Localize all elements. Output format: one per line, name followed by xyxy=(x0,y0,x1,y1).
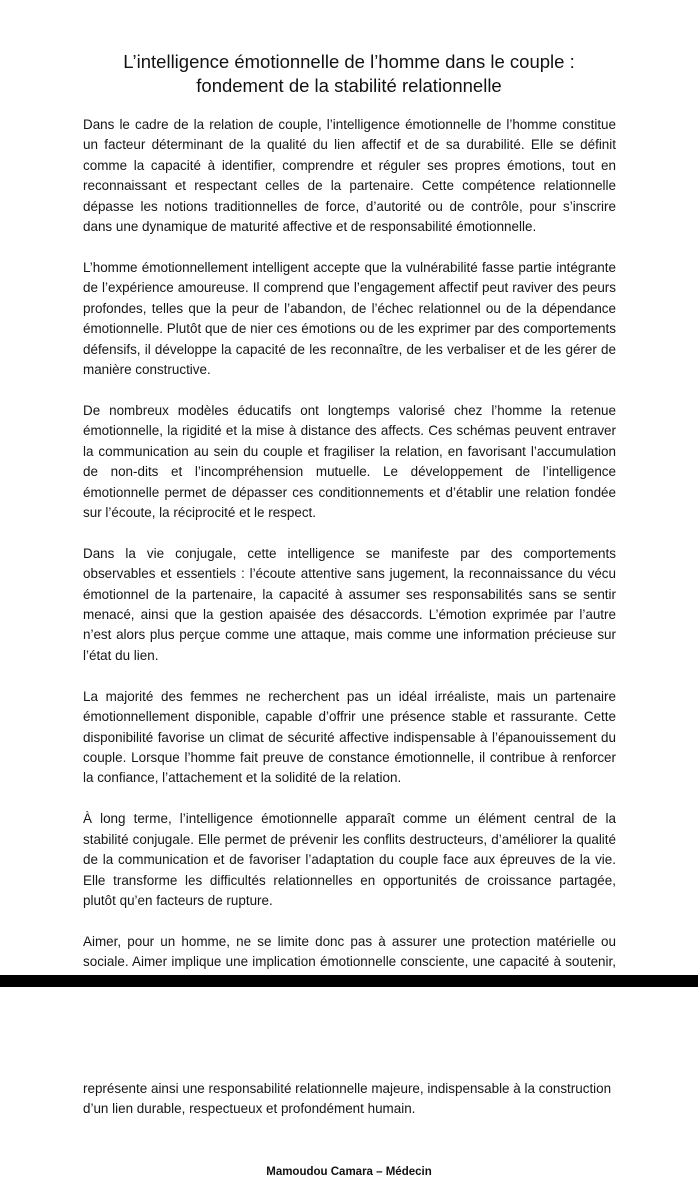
title-line-2: fondement de la stabilité relationnelle xyxy=(196,75,502,96)
title-line-1: L’intelligence émotionnelle de l’homme dans le couple : xyxy=(123,51,575,72)
page-divider xyxy=(0,975,698,987)
paragraph-4: Dans la vie conjugale, cette intelligence se manifeste par des comportements observables et essentiels : l’écoute attentive sans jugement, la reconnaissance du vécu émotionnel de la partenaire, la capacité à assumer ses responsabilités sans se sentir menacé, ainsi que la gestion apaisée des désaccords. L’émotion exprimée par l’autre n’est alors plus perçue comme une attaque, mais comme une information précieuse sur l’état du lien. xyxy=(83,545,616,663)
document-body xyxy=(83,115,616,1014)
paragraph-5: La majorité des femmes ne recherchent pas un idéal irréaliste, mais un partenaire émotionnellement disponible, capable d’offrir une présence stable et rassurante. Cette disponibilité favorise un climat de sécurité affective indispensable à l’épanouissement du couple. Lorsque l’homme fait preuve de constance émotionnelle, il contribue à renforcer la confiance, l’attachement et la solidité de la relation. xyxy=(83,688,616,786)
continuation-paragraph: représente ainsi une responsabilité relationnelle majeure, indispensable à la construction d’un lien durable, respectueux et profondément humain. xyxy=(83,1081,612,1117)
document-title xyxy=(60,50,638,98)
paragraph-1: Dans le cadre de la relation de couple, l’intelligence émotionnelle de l’homme constitue un facteur déterminant de la qualité du lien affectif et de sa durabilité. Elle se définit comme la capacité à identifier, comprendre et réguler ses propres émotions, tout en reconnaissant et respectant celles de la partenaire. Cette compétence relationnelle dépasse les notions traditionnelles de force, d’autorité ou de contrôle, pour s’inscrire dans une dynamique de maturité affective et de responsabilité émotionnelle. xyxy=(83,117,616,235)
paragraph-2: L’homme émotionnellement intelligent accepte que la vulnérabilité fasse partie intégrante de l’expérience amoureuse. Il comprend que l’engagement affectif peut raviver des peurs profondes, telles que la peur de l’abandon, de l’échec relationnel ou de la dépendance émotionnelle. Plutôt que de nier ces émotions ou de les exprimer par des comportements défensifs, il développe la capacité de les reconnaître, de les verbaliser et de les gérer de manière constructive. xyxy=(83,259,616,377)
author-signature: Mamoudou Camara – Médecin xyxy=(266,1166,432,1178)
paragraph-3: De nombreux modèles éducatifs ont longtemps valorisé chez l’homme la retenue émotionnelle, la rigidité et la mise à distance des affects. Ces schémas peuvent entraver la communication au sein du couple et fragiliser la relation, en favorisant l’accumulation de non-dits et l’incompréhension mutuelle. Le développement de l’intelligence émotionnelle permet de dépasser ces conditionnements et d’établir une relation fondée sur l’écoute, la réciprocité et le respect. xyxy=(83,402,616,520)
paragraph-6: À long terme, l’intelligence émotionnelle apparaît comme un élément central de la stabilité conjugale. Elle permet de prévenir les conflits destructeurs, d’améliorer la qualité de la communication et de favoriser l’adaptation du couple face aux épreuves de la vie. Elle transforme les difficultés relationnelles en opportunités de croissance partagée, plutôt qu’en facteurs de rupture. xyxy=(83,811,616,908)
paragraph-7: Aimer, pour un homme, ne se limite donc pas à assurer une protection matérielle ou sociale. Aimer implique une implication émotionnelle consciente, une capacité à soutenir, xyxy=(83,933,616,970)
